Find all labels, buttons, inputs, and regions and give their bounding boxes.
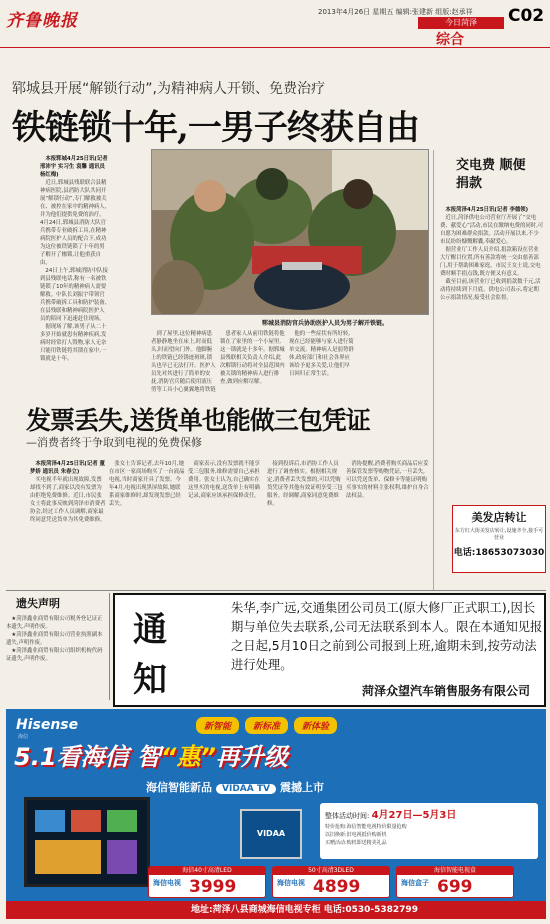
paragraph: 张女士告诉记者,去年10月,她在市区一家商场购买了一台液晶电视,当时商家开具了发票。今年4月,电视出现黑屏故障,她联系商家维修时,却发现发票已经丢失。 [109, 461, 185, 507]
price-card [272, 866, 390, 898]
ad-banner-c: 再升级 [215, 743, 288, 771]
notice-body: 朱华,李广远,交通集团公司员工(原大修厂正式职工),因长期与单位失去联系,公司无法联系到本人。限在本通知见报之日起,5月10日之前到公司报到上班,逾期未到,按劳动法进行处理。 [231, 601, 543, 672]
sidebar-headline: 交电费 顺便捐款 [456, 158, 526, 191]
store-transfer-ad [452, 505, 546, 573]
ad-footer: 地址:菏泽八县商城海信电视专柜 电话:0530-5382799 [6, 901, 546, 919]
employee-notice [113, 593, 546, 707]
paragraph: 据营业厅工作人员介绍,捐款箱设在营业大厅醒目位置,所有善款将统一交由慈善部门,用于帮助困难家庭。市民王女士说,交电费时顺手捐点钱,既方便又有意义。 [440, 247, 541, 277]
story2-col3 [188, 460, 264, 588]
story1-col3 [220, 330, 286, 392]
ad-tags [196, 717, 337, 734]
paragraph: 截至目前,该营业厅已收到捐款数千元,活动将持续到下月底。供电公司表示,将定期公示捐款情况,接受社会监督。 [440, 279, 541, 301]
story2-col2 [109, 460, 185, 588]
ad-line2 [146, 779, 324, 795]
tv-screen-icon [27, 800, 147, 884]
paragraph: 近日,郓城县残联联合县精神病医院,县消防大队共同开展“解锁行动”,专门解救被关在、被控在家中的精神病人,并为他们提供免费的治疗。4月24日,郓城县消防大队官兵携带专业破拆工具,在精神病院医护人员的配合下,成功为这位被铁链锁了十年的男子解开了枷锁,让他重获自由。 [40, 180, 107, 266]
event-line: 以旧换新:旧电视抵价购新机 [325, 832, 387, 838]
sidebar-divider [433, 150, 434, 590]
paragraph: 消协提醒,消费者购买商品后应妥善保管发票等购物凭证,一旦丢失,可以凭送货单、保修卡等能证明购买事实的材料主张权利,维护自身合法权益。 [346, 461, 429, 499]
price-label: 50寸高清3DLED [273, 867, 389, 875]
ad-banner [14, 737, 288, 772]
story1-col1 [40, 155, 108, 385]
notice-signature: 菏泽众望汽车销售服务有限公司 [361, 684, 530, 698]
price-label: 海信智能电视盒 [397, 867, 513, 875]
event-line: 买赠活动:购机即送精美礼品 [325, 840, 387, 846]
lost-notice [6, 593, 110, 700]
event-head [325, 806, 533, 821]
ad-banner-a: 5.1看海信 智 [14, 743, 161, 771]
story2-col1 [30, 460, 106, 588]
ad-line2-a: 海信智能新品 [146, 781, 212, 794]
page-number: C02 [508, 6, 545, 26]
store-ad-phone: 电话:18653073030 [453, 548, 545, 558]
story2-headline: 发票丢失,送货单也能做三包凭证 [26, 406, 370, 435]
price-value: 4899 [313, 877, 361, 897]
vidaa-badge: VIDAA TV [216, 784, 276, 794]
price-value: 699 [437, 877, 473, 897]
newspaper-logo: 齐鲁晚报 [6, 11, 78, 31]
lost-notice-title: 遗失声明 [16, 597, 60, 610]
paragraph: 商家表示,没有发票就不能享受三包服务,维修需要自己承担费用。张女士认为,自己确实在这里买的电视,送货单上有明确记录,商家应该承担保修责任。 [188, 461, 260, 499]
brand-sub: 海信 [18, 734, 29, 740]
paragraph: 本报菏泽4月25日讯(记者 董梦娇 通讯员 朱春立) [30, 461, 105, 475]
sidebar-body [440, 206, 544, 498]
paragraph: 24日上午,郓城消防中队接到县残联电话,称有一名被铁链锁了10年的精神病人需要解救。中队长刘振宇带领官兵携带破拆工具和防护装备,在县残联和精神病院医护人员的陪同下迅速赶往现场。 [40, 268, 108, 322]
paragraph: 近日,菏泽供电公司营业厅开展了“交电费、献爱心”活动,市民在缴纳电费的同时,可自愿为困难群众捐款。活动开展以来,不少市民纷纷慷慨解囊,奉献爱心。 [440, 215, 544, 245]
story1-kicker: 郓城县开展“解锁行动”,为精神病人开锁、免费治疗 [12, 81, 325, 97]
ad-tag: 新标准 [245, 717, 288, 734]
ad-banner-b: “惠” [160, 743, 216, 771]
vidaa-screen-label: VIDAA [256, 829, 286, 838]
paragraph: 患者家人从前用铁链将他锁在了家里的一个小屋里,这一锁就是十多年。据郓城县残联相关负责人介绍,此次解锁行动将对全县范围内被关锁的精神病人进行排查,做到应解尽解。 [220, 331, 285, 385]
edition-label: 今日菏泽 [418, 17, 504, 29]
story1-photo [151, 149, 429, 315]
event-date: 4月27日—5月3日 [371, 810, 457, 821]
paragraph: 买电视半年就出现故障,发票却找不到了,商家以没有发票为由拒绝免费维修。近日,市民张女士将此事反映到菏泽市消费者协会,经过工作人员调解,商家最终同意凭送货单为其免费维修。 [30, 477, 106, 523]
price-model: 海信盒子 [401, 879, 429, 887]
store-ad-title: 美发店转让 [471, 511, 527, 524]
notice-big-title: 通知 [133, 610, 167, 700]
story2-col4 [267, 460, 343, 588]
story1-headline: 铁链锁十年,一男子终获自由 [12, 108, 419, 148]
section-divider [6, 590, 546, 591]
hisense-ad [6, 709, 546, 919]
price-card [148, 866, 266, 898]
story1-col5 [358, 330, 428, 392]
price-model: 海信电视 [277, 879, 305, 887]
story2-subhead: —消费者终于争取到电视的免费保修 [26, 436, 202, 449]
price-cards [148, 866, 514, 898]
ad-line2-b: 震撼上市 [279, 781, 324, 794]
price-label: 海信40寸高清LED [149, 867, 265, 875]
paragraph: 到了屋里,这位精神病患者静静地坐在床上,时而低头,时而望向门外。他脚腕上的铁链已经锈迹斑斑,锁头也早已无法打开。医护人员先对其进行了简单的安抚,消防官兵随后使用液压剪等工具小心翼翼地将铁链 [151, 331, 216, 392]
paragraph: 据现场了解,该男子从二十多岁开始就患有精神疾病,发病时经常打人毁物,家人无奈只能用铁链将其锁在家中,一锁就是十年。 [40, 324, 107, 362]
story1-col1b [110, 155, 150, 385]
event-box [320, 803, 538, 859]
story1-col4 [289, 330, 355, 392]
event-head-label: 整体活动时间: [325, 812, 370, 820]
paragraph: ★菏泽鑫业商贸有限公司税务登记证正本遗失,声明作废。 [6, 616, 103, 630]
price-card [396, 866, 514, 898]
paragraph: ★菏泽鑫业商贸有限公司营业执照副本遗失,声明作废。 [6, 632, 103, 646]
price-model: 海信电视 [153, 879, 181, 887]
paragraph: 接到投诉后,市消协工作人员进行了调查核实。根据相关规定,消费者丢失发票的,可以凭购货凭证等其他有效证明享受三包服务。经调解,商家同意免费维修。 [267, 461, 343, 507]
event-line: 特价抢购:海信智能电视特价限量抢购 [325, 824, 407, 830]
story2-col5 [346, 460, 430, 588]
store-ad-sub: 东方红大街美发店转让,设施齐全,接手可营业 [454, 528, 544, 541]
paragraph: 他的一些症状有所好转,现在已经能够与家人进行简单交流。精神病人是弱势群体,政府部门和社会各界应该给予更多关爱,让他们早日回归正常生活。 [289, 331, 354, 377]
story1-col2 [151, 330, 217, 392]
photo-caption: 郓城县消防官兵协助医护人员为男子解开铁链。 [262, 320, 389, 327]
paragraph: 本报菏泽4月25日讯(记者 李德领) [445, 207, 529, 213]
lost-notice-items [6, 615, 106, 663]
paragraph: ★菏泽鑫业商贸有限公司组织机构代码证遗失,声明作废。 [6, 648, 103, 662]
masthead [0, 0, 550, 48]
rescue-photo-illustration [152, 150, 429, 315]
price-value: 3999 [189, 877, 237, 897]
paragraph: 本报郓城4月25日讯(记者 邢沛宇 实习生 袁馨 通讯员 杨红梅) [40, 156, 108, 178]
tv-image [24, 797, 150, 887]
brand-logo: Hisense [16, 717, 79, 733]
ad-tag: 新体验 [294, 717, 337, 734]
section-label: 综合 [436, 32, 464, 48]
issue-meta: 2013年4月26日 星期五 编辑:张建新 组版:赵承祥 [318, 8, 473, 16]
ad-tag: 新智能 [196, 717, 239, 734]
vidaa-screen [240, 809, 302, 859]
